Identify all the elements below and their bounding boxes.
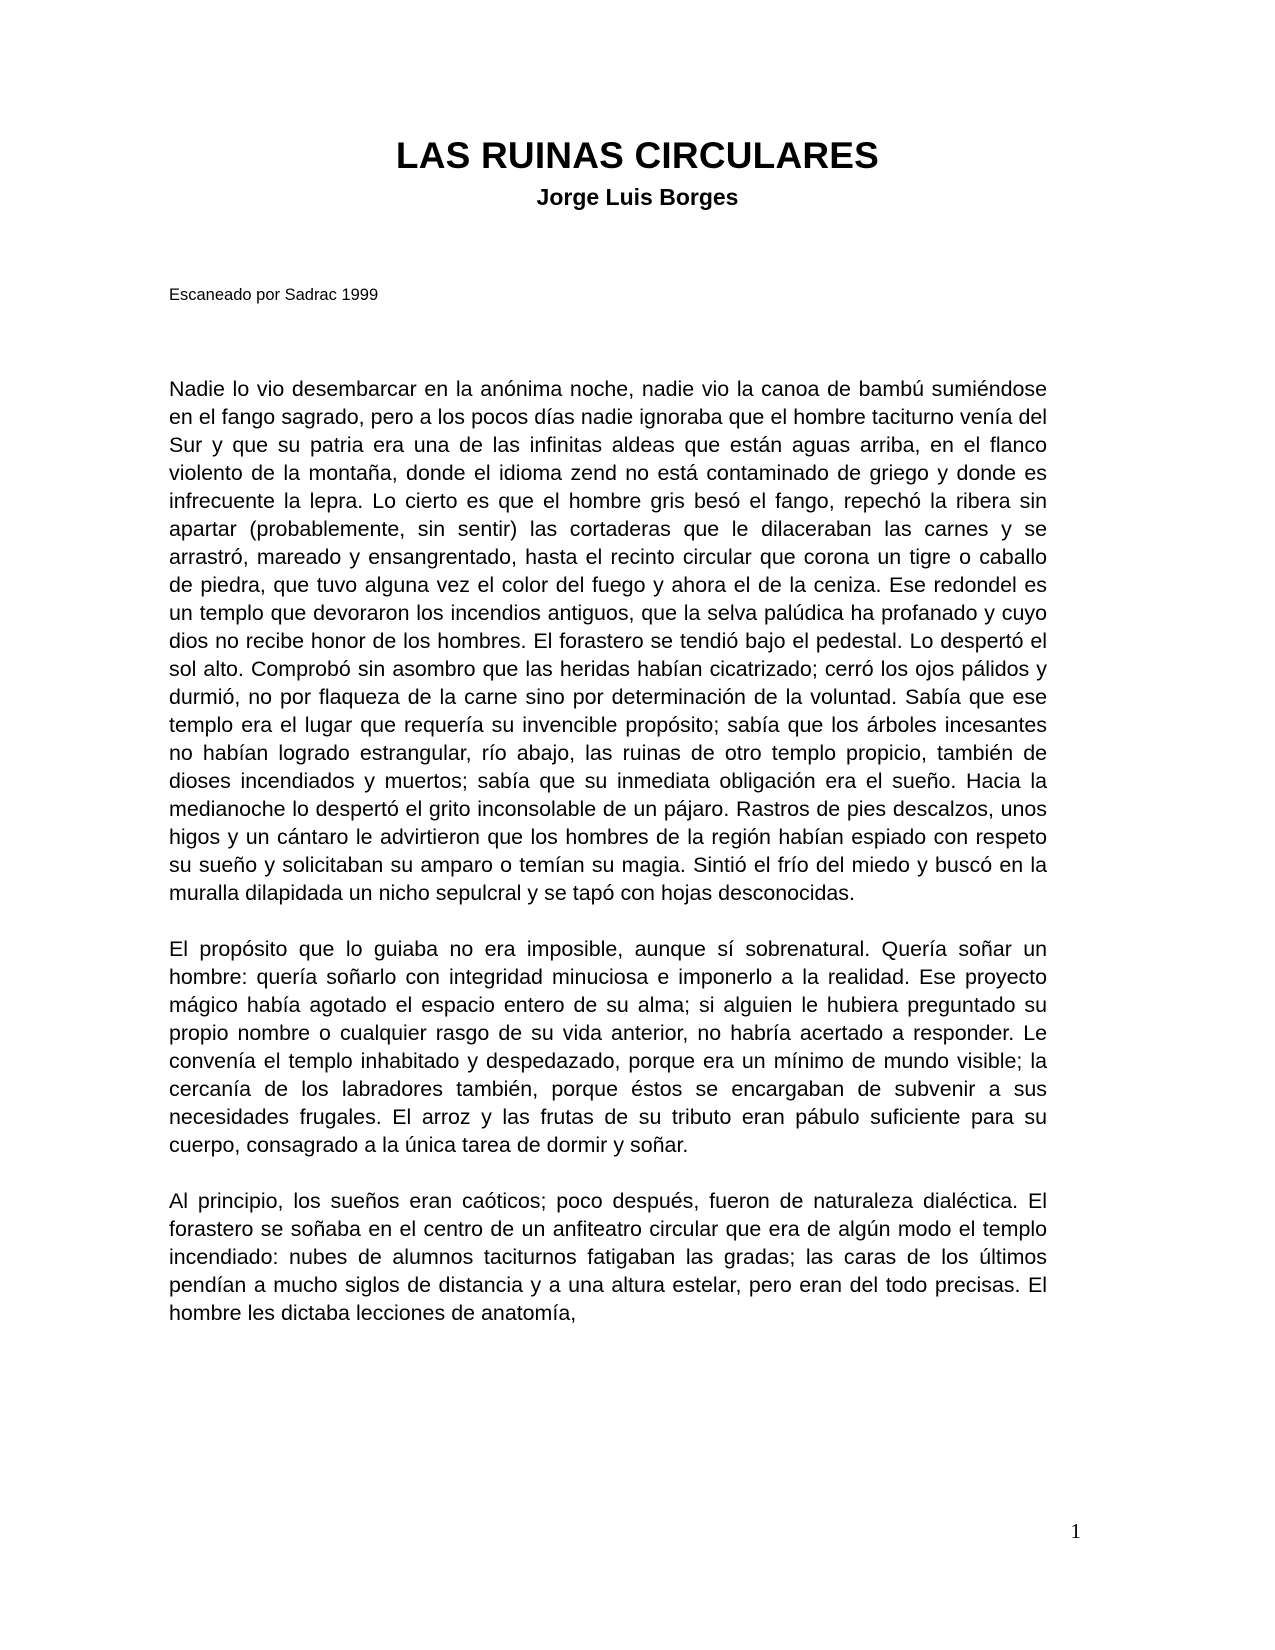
page-number: 1 [1070, 1519, 1081, 1543]
body-paragraph: El propósito que lo guiaba no era imposible, aunque sí sobrenatural. Quería soñar un hombre: quería soñarlo con integridad minuciosa e imponerlo a la realidad. Ese proyecto mágico había agotado el espacio entero de su alma; si alguien le hubiera preguntado su propio nombre o cualquier rasgo de su vida anterior, no habría acertado a responder. Le convenía el templo inhabitado y despedazado, porque era un mínimo de mundo visible; la cercanía de los labradores también, porque éstos se encargaban de subvenir a sus necesidades frugales. El arroz y las frutas de su tributo eran pábulo suficiente para su cuerpo, consagrado a la única tarea de dormir y soñar. [169, 937, 1047, 1157]
document-author: Jorge Luis Borges [536, 183, 739, 210]
page-title: LAS RUINAS CIRCULARES [395, 135, 880, 176]
body-text-column [169, 375, 1047, 1327]
body-paragraph: Nadie lo vio desembarcar en la anónima noche, nadie vio la canoa de bambú sumiéndose en el fango sagrado, pero a los pocos días nadie ignoraba que el hombre taciturno venía del Sur y que su patria era una de las infinitas aldeas que están aguas arriba, en el flanco violento de la montaña, donde el idioma zend no está contaminado de griego y donde es infrecuente la lepra. Lo cierto es que el hombre gris besó el fango, repechó la ribera sin apartar (probablemente, sin sentir) las cortaderas que le dilaceraban las carnes y se arrastró, mareado y ensangrentado, hasta el recinto circular que corona un tigre o caballo de piedra, que tuvo alguna vez el color del fuego y ahora el de la ceniza. Ese redondel es un templo que devoraron los incendios antiguos, que la selva palúdica ha profanado y cuyo dios no recibe honor de los hombres. El forastero se tendió bajo el pedestal. Lo despertó el sol alto. Comprobó sin asombro que las heridas habían cicatrizado; cerró los ojos pálidos y durmió, no por flaqueza de la carne sino por determinación de la voluntad. Sabía que ese templo era el lugar que requería su invencible propósito; sabía que los árboles incesantes no habían logrado estrangular, río abajo, las ruinas de otro templo propicio, también de dioses incendiados y muertos; sabía que su inmediata obligación era el sueño. Hacia la medianoche lo despertó el grito inconsolable de un pájaro. Rastros de pies descalzos, unos higos y un cántaro le advirtieron que los hombres de la región habían espiado con respeto su sueño y solicitaban su amparo o temían su magia. Sintió el frío del miedo y buscó en la muralla dilapidada un nicho sepulcral y se tapó con hojas desconocidas. [169, 377, 1047, 905]
body-paragraph: Al principio, los sueños eran caóticos; poco después, fueron de naturaleza dialéctica. El forastero se soñaba en el centro de un anfiteatro circular que era de algún modo el templo incendiado: nubes de alumnos taciturnos fatigaban las gradas; las caras de los últimos pendían a mucho siglos de distancia y a una altura estelar, pero eran del todo precisas. El hombre les dictaba lecciones de anatomía, [169, 1189, 1047, 1325]
document-header [0, 137, 1275, 210]
scan-credit-note: Escaneado por Sadrac 1999 [169, 286, 379, 304]
